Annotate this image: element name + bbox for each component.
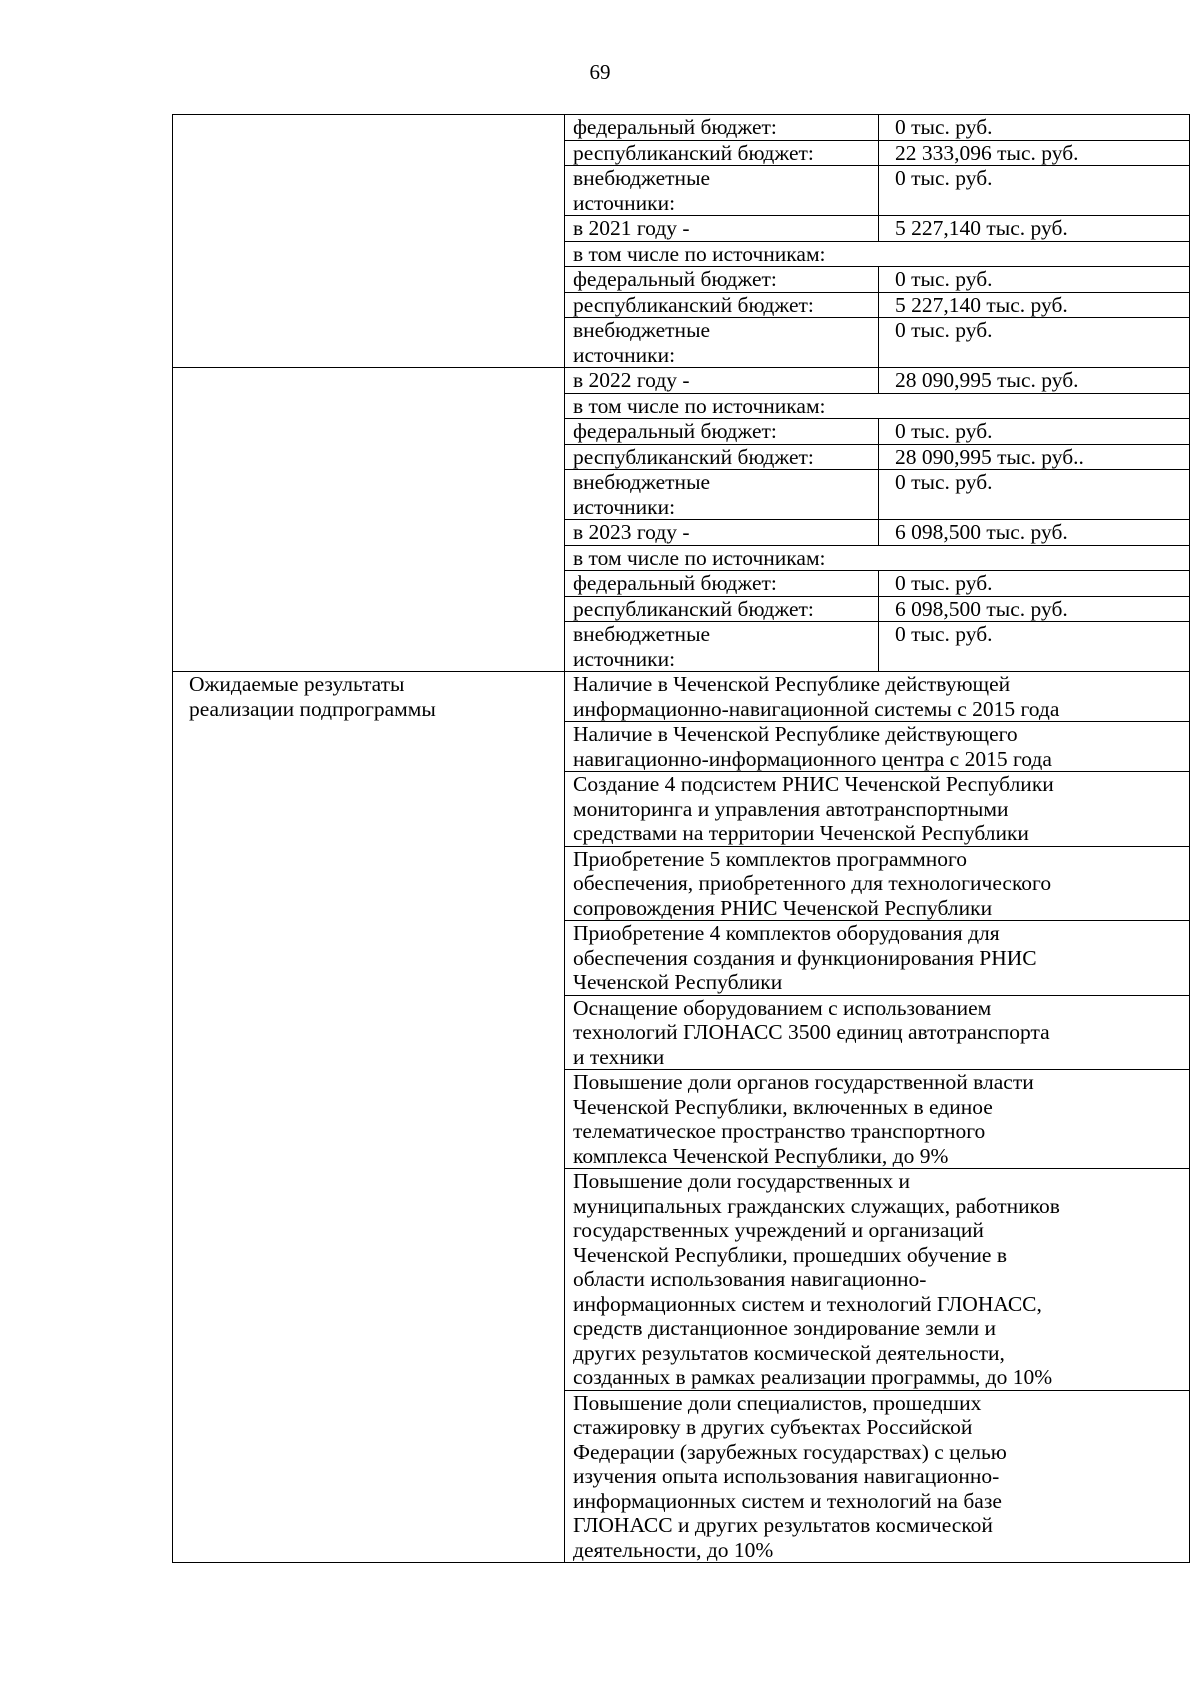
result-item-line: ГЛОНАСС и других результатов космической — [573, 1513, 993, 1537]
budget-label-line: внебюджетные — [573, 166, 711, 190]
result-item-line: государственных учреждений и организаций — [573, 1218, 984, 1242]
result-item-line: муниципальных гражданских служащих, работников — [573, 1193, 1060, 1218]
result-item-line: Чеченской Республики, прошедших обучение в — [573, 1242, 1007, 1267]
result-item — [565, 772, 1190, 847]
result-item-line: навигационно-информационного центра с 2015 года — [573, 746, 1052, 771]
result-item-line: информационных систем и технологий ГЛОНАСС, — [573, 1291, 1042, 1316]
budget-label-line: источники: — [573, 646, 676, 671]
block2-left-cell — [173, 368, 565, 672]
result-row — [173, 672, 1190, 722]
result-item-line: средств дистанционное зондирование земли и — [573, 1316, 997, 1340]
result-item-line: Повышение доли государственных и — [573, 1169, 910, 1193]
result-item-line: сопровождения РНИС Чеченской Республики — [573, 895, 993, 920]
result-item-line: информационных систем и технологий на базе — [573, 1488, 1002, 1513]
result-item-line: стажировку в других субъектах Российской — [573, 1415, 973, 1439]
budget-label — [565, 166, 879, 216]
results-heading — [173, 672, 565, 1563]
budget-value: 0 тыс. руб. — [879, 622, 1190, 672]
result-item-line: Повышение доли органов государственной власти — [573, 1070, 1034, 1094]
result-item-line: других результатов космической деятельности, — [573, 1340, 1005, 1365]
result-item-line: Чеченской Республики — [573, 970, 783, 994]
result-item-line: Приобретение 5 комплектов программного — [573, 846, 968, 871]
result-item-line: Наличие в Чеченской Республике действующего — [573, 722, 1018, 746]
result-item-line: Повышение доли специалистов, прошедших — [573, 1390, 982, 1415]
budget-value: 0 тыс. руб. — [879, 115, 1190, 141]
budget-label-line: внебюджетные — [573, 470, 711, 494]
budget-label: республиканский бюджет: — [565, 596, 879, 622]
block1-row — [173, 115, 1190, 141]
budget-label-line: источники: — [573, 342, 676, 367]
budget-value: 0 тыс. руб. — [879, 571, 1190, 597]
budget-value: 6 098,500 тыс. руб. — [879, 520, 1190, 546]
budget-label-line: внебюджетные — [573, 622, 711, 646]
budget-value: 0 тыс. руб. — [879, 166, 1190, 216]
sources-caption: в том числе по источникам: — [565, 241, 1190, 267]
budget-label: в 2021 году - — [565, 216, 879, 242]
result-item — [565, 846, 1190, 921]
results-heading-line: реализации подпрограммы — [189, 696, 436, 721]
budget-label: в 2023 году - — [565, 520, 879, 546]
result-item — [565, 995, 1190, 1070]
result-item — [565, 672, 1190, 722]
budget-label: федеральный бюджет: — [565, 115, 879, 141]
budget-label: республиканский бюджет: — [565, 140, 879, 166]
budget-label: федеральный бюджет: — [565, 419, 879, 445]
budget-label — [565, 318, 879, 368]
result-item-line: изучения опыта использования навигационно- — [573, 1464, 1000, 1488]
budget-label-line: источники: — [573, 494, 676, 519]
result-item-line: области использования навигационно- — [573, 1267, 927, 1291]
budget-label: республиканский бюджет: — [565, 292, 879, 318]
page-number: 69 — [589, 60, 611, 84]
result-item-line: созданных в рамках реализации программы, до 10% — [573, 1365, 1053, 1389]
result-item-line: Чеченской Республики, включенных в единое — [573, 1094, 993, 1119]
budget-value: 0 тыс. руб. — [879, 318, 1190, 368]
result-item-line: обеспечения, приобретенного для технологического — [573, 871, 1052, 895]
results-heading-line: Ожидаемые результаты — [189, 672, 405, 696]
budget-value: 0 тыс. руб. — [879, 470, 1190, 520]
result-item-line: технологий ГЛОНАСС 3500 единиц автотранспорта — [573, 1020, 1050, 1044]
result-item-line: Федерации (зарубежных государствах) с целью — [573, 1439, 1007, 1464]
result-item — [565, 722, 1190, 772]
budget-value: 28 090,995 тыс. руб. — [879, 368, 1190, 394]
budget-value: 5 227,140 тыс. руб. — [879, 292, 1190, 318]
result-item-line: обеспечения создания и функционирования РНИС — [573, 945, 1037, 970]
budget-value: 0 тыс. руб. — [879, 419, 1190, 445]
sources-caption: в том числе по источникам: — [565, 545, 1190, 571]
result-item-line: мониторинга и управления автотранспортными — [573, 796, 1009, 821]
budget-value: 0 тыс. руб. — [879, 267, 1190, 293]
result-item-line: Создание 4 подсистем РНИС Чеченской Республики — [573, 772, 1054, 796]
result-item — [565, 1169, 1190, 1391]
budget-table-body — [173, 115, 1190, 1563]
budget-value: 6 098,500 тыс. руб. — [879, 596, 1190, 622]
result-item — [565, 921, 1190, 996]
budget-label — [565, 470, 879, 520]
block2-row — [173, 368, 1190, 394]
result-item-line: деятельности, до 10% — [573, 1537, 774, 1562]
result-item-line: комплекса Чеченской Республики, до 9% — [573, 1143, 949, 1168]
result-item-line: Оснащение оборудованием с использованием — [573, 995, 992, 1020]
budget-label: федеральный бюджет: — [565, 571, 879, 597]
result-item-line: телематическое пространство транспортного — [573, 1119, 986, 1143]
result-item-line: информационно-навигационной системы с 2015 года — [573, 696, 1060, 721]
budget-value: 28 090,995 тыс. руб.. — [879, 444, 1190, 470]
result-item — [565, 1070, 1190, 1169]
sources-caption: в том числе по источникам: — [565, 393, 1190, 419]
budget-value: 5 227,140 тыс. руб. — [879, 216, 1190, 242]
budget-label-line: источники: — [573, 190, 676, 215]
result-item-line: Наличие в Чеченской Республике действующей — [573, 672, 1011, 696]
budget-table — [172, 114, 1190, 1563]
budget-value: 22 333,096 тыс. руб. — [879, 140, 1190, 166]
result-item-line: Приобретение 4 комплектов оборудования для — [573, 921, 1000, 945]
budget-label: республиканский бюджет: — [565, 444, 879, 470]
block1-left-cell — [173, 115, 565, 368]
result-item — [565, 1390, 1190, 1563]
budget-label-line: внебюджетные — [573, 318, 711, 342]
result-item-line: и техники — [573, 1044, 665, 1069]
result-item-line: средствами на территории Чеченской Республики — [573, 821, 1029, 845]
budget-label — [565, 622, 879, 672]
budget-label: в 2022 году - — [565, 368, 879, 394]
budget-label: федеральный бюджет: — [565, 267, 879, 293]
